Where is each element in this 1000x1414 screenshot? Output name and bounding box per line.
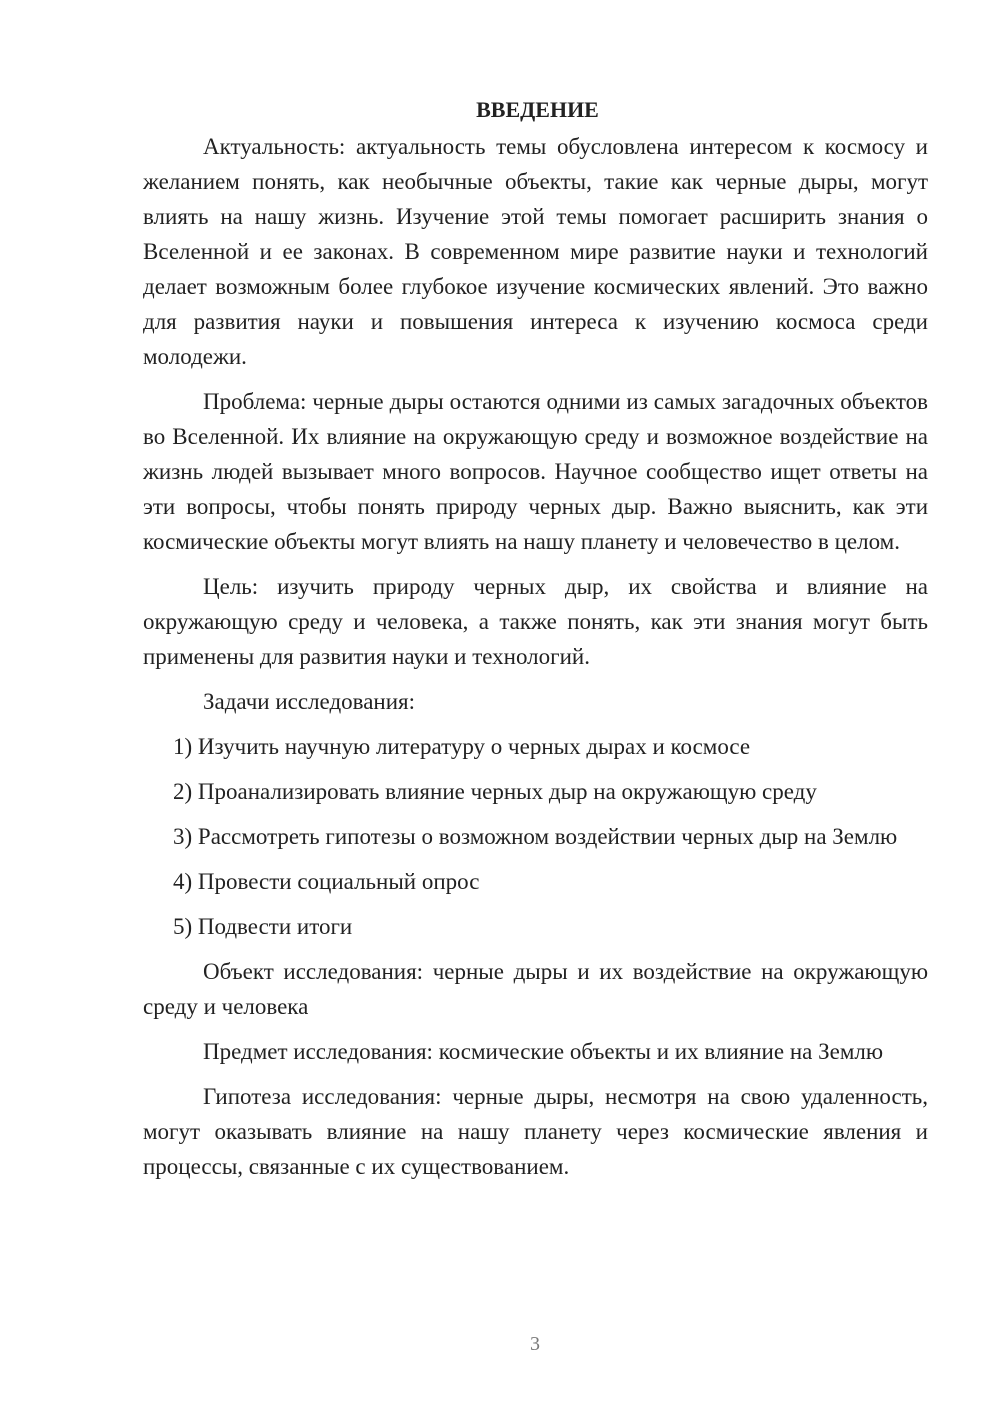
task-item: 3) Рассмотреть гипотезы о возможном воздействии черных дыр на Землю bbox=[173, 824, 898, 849]
task-item: 4) Провести социальный опрос bbox=[173, 869, 480, 894]
object-paragraph: Объект исследования: черные дыры и их воздействие на окружающую среду и человека bbox=[143, 959, 928, 1019]
task-item: 1) Изучить научную литературу о черных дырах и космосе bbox=[173, 734, 751, 759]
hypothesis-paragraph: Гипотеза исследования: черные дыры, несмотря на свою удаленность, могут оказывать влияние на нашу планету через космические явления и процессы, связанные с их существованием. bbox=[143, 1084, 928, 1179]
relevance-paragraph: Актуальность: актуальность темы обусловлена интересом к космосу и желанием понять, как необычные объекты, такие как черные дыры, могут влиять на нашу жизнь. Изучение этой темы помогает расширить знания о Вселенной и ее законах. В современном мире развитие науки и технологий делает возможным более глубокое изучение космических явлений. Это важно для развития науки и повышения интереса к изучению космоса среди молодежи. bbox=[143, 134, 928, 369]
goal-paragraph: Цель: изучить природу черных дыр, их свойства и влияние на окружающую среду и человека, а также понять, как эти знания могут быть применены для развития науки и технологий. bbox=[143, 574, 928, 669]
tasks-heading: Задачи исследования: bbox=[203, 689, 416, 714]
document-body bbox=[143, 92, 928, 1184]
problem-paragraph: Проблема: черные дыры остаются одними из самых загадочных объектов во Вселенной. Их влияние на окружающую среду и возможное воздействие на жизнь людей вызывает много вопросов. Научное сообщество ищет ответы на эти вопросы, чтобы понять природу черных дыр. Важно выяснить, как эти космические объекты могут влиять на нашу планету и человечество в целом. bbox=[143, 389, 928, 554]
page-number: 3 bbox=[530, 1333, 540, 1355]
subject-paragraph: Предмет исследования: космические объекты и их влияние на Землю bbox=[203, 1039, 884, 1064]
section-title: ВВЕДЕНИЕ bbox=[476, 97, 599, 122]
tasks-list bbox=[143, 729, 928, 944]
task-item: 5) Подвести итоги bbox=[173, 914, 353, 939]
task-item: 2) Проанализировать влияние черных дыр на окружающую среду bbox=[173, 779, 817, 804]
